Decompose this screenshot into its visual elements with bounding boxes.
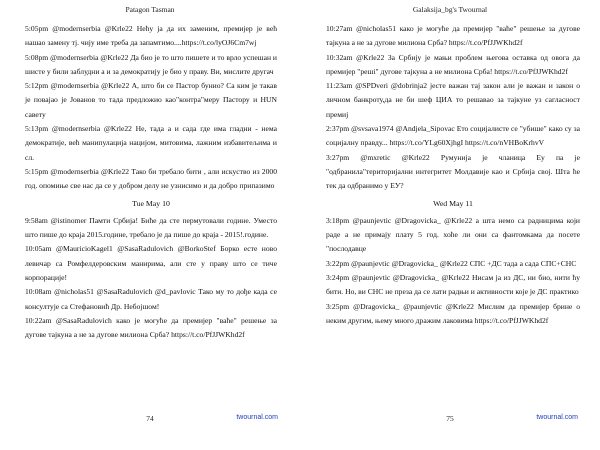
tweet-entry: 5:08pm @modernserbia @Krle22 Да био је то што пишете и то врло успешан и шисте у били заблудни а и за демократију је био у праву. Ви, мислите другач: [25, 52, 277, 76]
left-page-body: [25, 22, 277, 343]
tweet-entry: 10:08am @nicholas51 @SasaRadulovich @d_pavlovic Тако му то дође када се консултује са Стефановић Др. Небојшом!: [25, 287, 277, 311]
tweet-entry: 3:22pm @paunjevtic @Dragovicka_ @Krle22 СПС +ДС тада а сада СПС+СНС: [326, 258, 577, 268]
page-number: 75: [446, 414, 454, 423]
date-heading: Wed May 11: [433, 198, 473, 208]
tweet-entry: 5:15pm @modernserbia @Krle22 Тако би требало бити , али искуство из 2000 год. опомиње све нас да се у добром делу не узнисимо и да добро припазимо: [25, 166, 277, 191]
right-page-body: [326, 22, 580, 328]
left-page-header: Patagon Tasman: [125, 5, 175, 14]
tweet-entry: 5:12pm @modernserbia @Krle22 А, што би се Пастор бунио? Са ким је такав је повајао је Јованов то тада предложио као"контра"меру Пастору и НUN савету: [25, 81, 277, 119]
tweet-entry: 3:27pm @mxretic @Krle22 Румунија је чланица Еу па је "одбранила"територијални интегритет Молдавије као и Србија своj. Шта ће тек да одбранимо у ЕУ?: [326, 152, 580, 191]
twournal-link[interactable]: twournal.com: [236, 414, 278, 421]
tweet-entry: 3:18pm @paunjevtic @Dragovicka_ @Krle22 а шта немо са радницима који раде а не примају плату 5 год. хоће ли они са фантомкама да посете "послодавце: [326, 215, 580, 254]
page-number: 74: [146, 414, 154, 423]
tweet-entry: 5:05pm @modernserbia @Krle22 Нећу ја да их заменим, премијер је већ нашао замену тј. чију име треба да запамтимо....https://t.co/lyOJ6Cm7wj: [25, 24, 277, 48]
tweet-entry: 9:58am @istinomer Памти Србија! Биће да сте пермутовали године. Уместо што пише до краја 2015.године, требало је да пише до краја - 2015!.године.: [25, 215, 277, 240]
tweet-entry: 3:25pm @Dragovicka_ @paunjevtic @Krle22 Мислим да премијер брине о неким другим, њему много дражим лаковима https://t.co/PfJJWKhd2f: [326, 301, 580, 325]
tweet-entry: 2:37pm @svsava1974 @Andjela_Sipovac Ето социјалисте се "убише" како су за социјалну правду... https://t.co/YLg60XjhgI https://t.co/nVHBoKrhvV: [326, 124, 580, 148]
tweet-entry: 10:32am @Krle22 За Србију је мањи проблем његова оставка од овога да премијер "решi" дугове тајкуна а не милиона Срба! https://t.co/PfJJWKhd2f: [326, 52, 580, 76]
date-heading: Tue May 10: [132, 198, 170, 208]
tweet-entry: 10:27am @nicholas51 како је могуће да премијер "ваће" решење за дугове тајкуна а не за дугове милиона Срба? https://t.co/PfJJWKhd2f: [326, 24, 580, 48]
tweet-entry: 10:05am @MauricioKagel1 @SasaRadulovich @BorkoStef Борко есте ново левичар са Ромфелдеровским манирима, али сте у праву што се тиче корпорације!: [25, 244, 277, 283]
tweet-entry: 10:22am @SasaRadulovich како је могуће да премијер "ваће" решење за дугове тајкуна а не за дугове милиона Срба? https://t.co/PfJJWKhd2f: [25, 315, 277, 340]
twournal-link[interactable]: twournal.com: [536, 414, 578, 421]
tweet-entry: 5:13pm @modernserbia @Krle22 Не, тада а и сада где има гладни - нема демократије, већ манипулација нацијом, митовима, лажним избавитељима и сл.: [25, 124, 277, 162]
tweet-entry: 3:24pm @paunjevtic @Dragovicka_ @Krle22 Нисам ја из ДС, ни био, нити ћу бити. Но, ви СНС не преза да се лати радњи и активности које је ДС практико: [326, 273, 580, 297]
tweet-entry: 11:23am @SPDveri @dobrinja2 јесте важан тај закон али је важан и закон о личном банкроту,да не би шеф ЦИА то решавао за тајкуне уз сагласност премиј: [326, 81, 580, 119]
right-page: [300, 0, 600, 450]
right-page-header: Galaksija_bg's Twournal: [412, 5, 488, 14]
